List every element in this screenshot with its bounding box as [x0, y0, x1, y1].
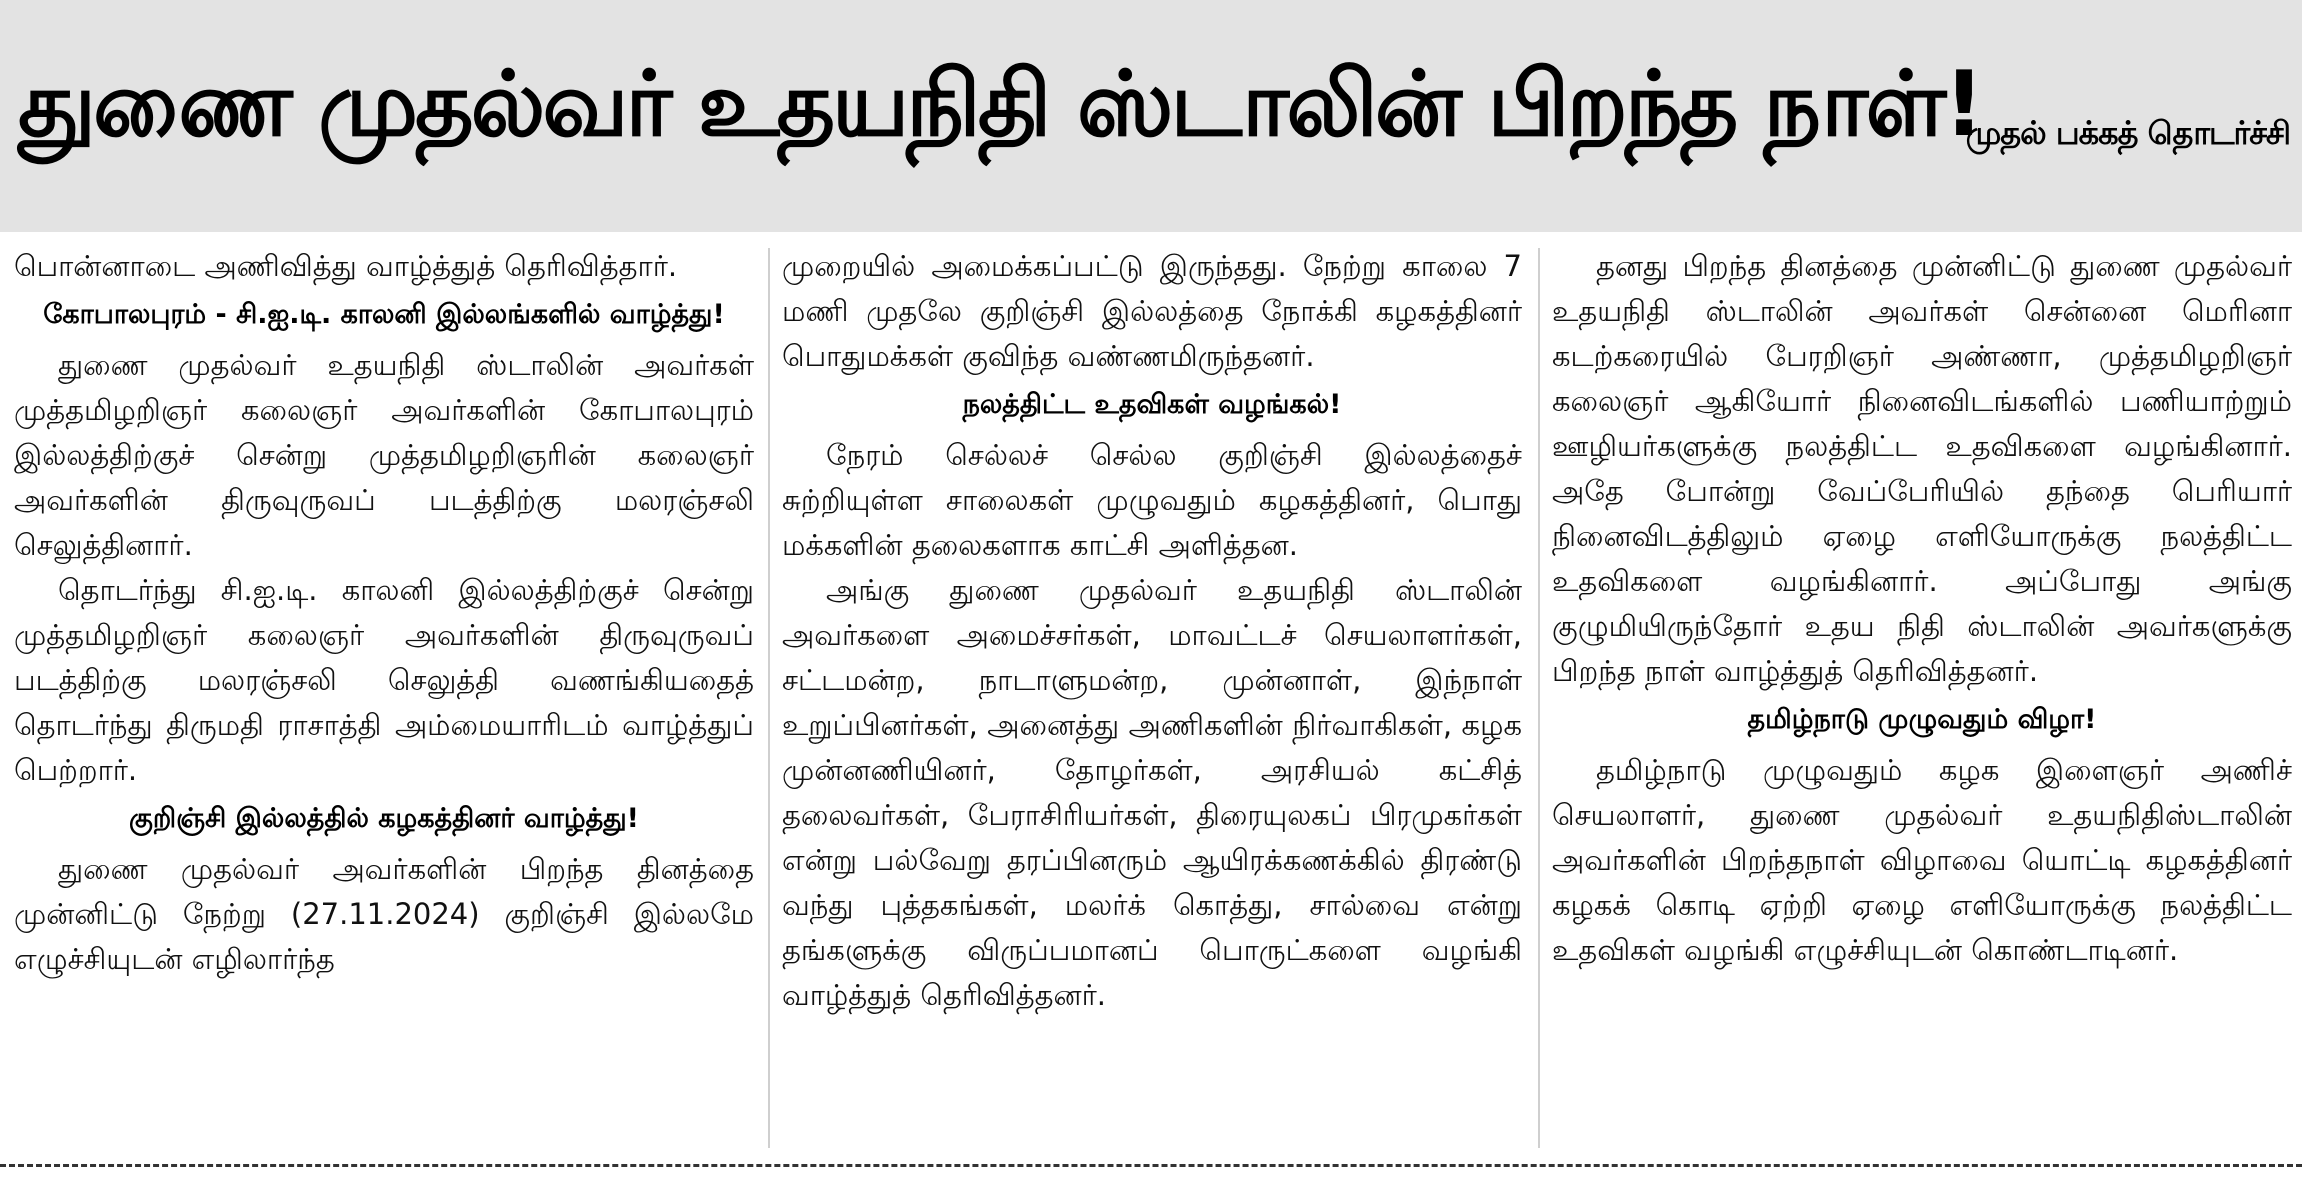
paragraph: தொடர்ந்து சி.ஐ.டி. காலனி இல்லத்திற்குச் சென்று முத்தமிழறிஞர் கலைஞர் அவர்களின் திருவுருவப் படத்திற்கு மலரஞ்சலி செலுத்தி வணங்கியதைத் தொடர்ந்து திருமதி ராசாத்தி அம்மையாரிடம் வாழ்த்துப் பெற்றார். — [14, 573, 754, 787]
subheading: நலத்திட்ட உதவிகள் வழங்கல்! — [962, 389, 1342, 420]
headline-band — [0, 0, 2302, 232]
subheading: தமிழ்நாடு முழுவதும் விழா! — [1747, 704, 2097, 735]
paragraph: துணை முதல்வர் அவர்களின் பிறந்த தினத்தை முன்னிட்டு நேற்று (27.11.2024) குறிஞ்சி இல்லமே எழுச்சியுடன் எழிலார்ந்த — [14, 852, 754, 976]
paragraph: முறையில் அமைக்கப்பட்டு இருந்தது. நேற்று காலை 7 மணி முதலே குறிஞ்சி இல்லத்தை நோக்கி கழகத்தினர் பொதுமக்கள் குவிந்த வண்ணமிருந்தனர். — [782, 249, 1522, 373]
subheading: குறிஞ்சி இல்லத்தில் கழகத்தினர் வாழ்த்து! — [129, 803, 639, 834]
column-divider — [768, 248, 770, 1148]
column-1 — [14, 244, 754, 1154]
column-divider — [1538, 248, 1540, 1148]
subheading: கோபாலபுரம் - சி.ஐ.டி. காலனி இல்லங்களில் வாழ்த்து! — [43, 299, 725, 330]
continuation-label: முதல் பக்கத் தொடர்ச்சி — [1965, 114, 2290, 152]
paragraph: அங்கு துணை முதல்வர் உதயநிதி ஸ்டாலின் அவர்களை அமைச்சர்கள், மாவட்டச் செயலாளர்கள், சட்டமன்ற, நாடாளுமன்ற, முன்னாள், இந்நாள் உறுப்பினர்கள், அனைத்து அணிகளின் நிர்வாகிகள், கழக முன்னணியினர், தோழர்கள், அரசியல் கட்சித் தலைவர்கள், பேராசிரியர்கள், திரையுலகப் பிரமுகர்கள் என்று பல்வேறு தரப்பினரும் ஆயிரக்கணக்கில் திரண்டு வந்து புத்தகங்கள், மலர்க் கொத்து, சால்வை என்று தங்களுக்கு விருப்பமானப் பொருட்களை வழங்கி வாழ்த்துத் தெரிவித்தனர். — [782, 573, 1522, 1012]
dashed-separator — [0, 1164, 2302, 1167]
paragraph: துணை முதல்வர் உதயநிதி ஸ்டாலின் அவர்கள் முத்தமிழறிஞர் கலைஞர் அவர்களின் கோபாலபுரம் இல்லத்திற்குச் சென்று முத்தமிழறிஞரின் கலைஞர் அவர்களின் திருவுருவப் படத்திற்கு மலரஞ்சலி செலுத்தினார். — [14, 348, 754, 562]
paragraph: தமிழ்நாடு முழுவதும் கழக இளைஞர் அணிச் செயலாளர், துணை முதல்வர் உதயநிதிஸ்டாலின் அவர்களின் பிறந்தநாள் விழாவை யொட்டி கழகத்தினர் கழகக் கொடி ஏற்றி ஏழை எளியோருக்கு நலத்திட்ட உதவிகள் வழங்கி எழுச்சியுடன் கொண்டாடினர். — [1552, 753, 2292, 967]
paragraph: தனது பிறந்த தினத்தை முன்னிட்டு துணை முதல்வர் உதயநிதி ஸ்டாலின் அவர்கள் சென்னை மெரினா கடற்கரையில் பேரறிஞர் அண்ணா, முத்தமிழறிஞர் கலைஞர் ஆகியோர் நினைவிடங்களில் பணியாற்றும் ஊழியர்களுக்கு நலத்திட்ட உதவிகளை வழங்கினார். அதே போன்று வேப்பேரியில் தந்தை பெரியார் நினைவிடத்திலும் ஏழை எளியோருக்கு நலத்திட்ட உதவிகளை வழங்கினார். அப்போது அங்கு குழுமியிருந்தோர் உதய நிதி ஸ்டாலின் அவர்களுக்கு பிறந்த நாள் வாழ்த்துத் தெரிவித்தனர். — [1552, 249, 2292, 688]
column-2 — [782, 244, 1522, 1154]
column-3 — [1552, 244, 2292, 1154]
paragraph: பொன்னாடை அணிவித்து வாழ்த்துத் தெரிவித்தார். — [14, 249, 678, 283]
headline-title: துணை முதல்வர் உதயநிதி ஸ்டாலின் பிறந்த நாள்! — [18, 52, 1982, 157]
article-body — [0, 244, 2302, 1154]
paragraph: நேரம் செல்லச் செல்ல குறிஞ்சி இல்லத்தைச் சுற்றியுள்ள சாலைகள் முழுவதும் கழகத்தினர், பொது மக்களின் தலைகளாக காட்சி அளித்தன. — [782, 438, 1522, 562]
